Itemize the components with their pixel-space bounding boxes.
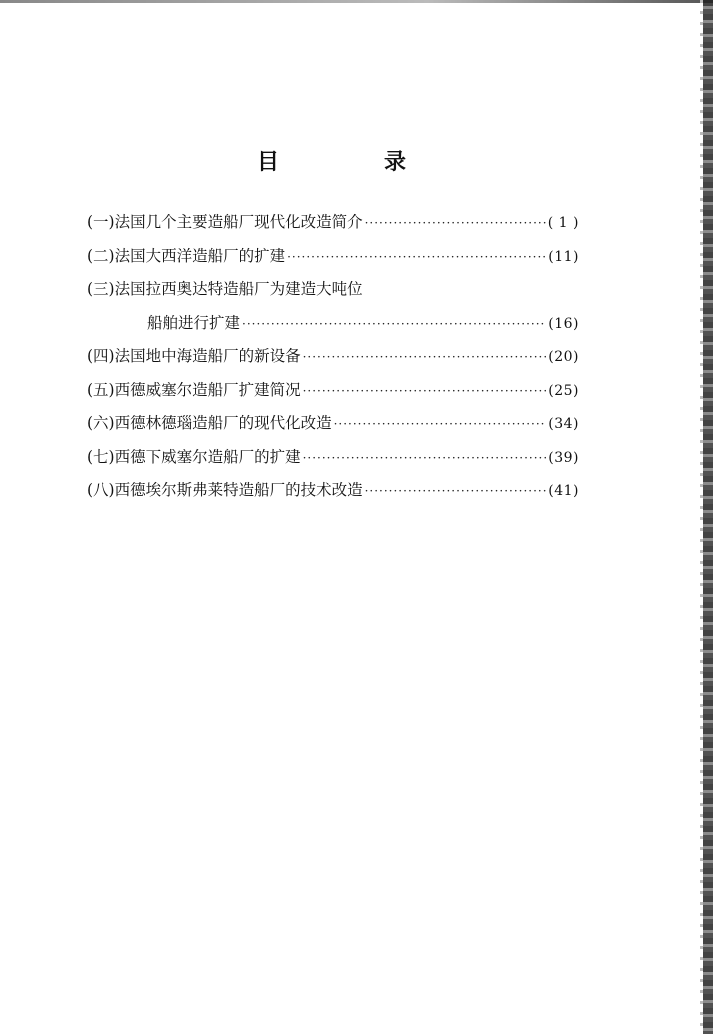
toc-entry-title: (二)法国大西洋造船厂的扩建 xyxy=(87,246,286,265)
toc-page-number: (11) xyxy=(548,248,579,265)
toc-entry-title: (七)西德下威塞尔造船厂的扩建 xyxy=(87,447,301,466)
toc-page-number: (41) xyxy=(548,483,579,499)
toc-leader-dots xyxy=(365,484,547,498)
toc-leader-dots xyxy=(334,417,547,431)
toc-entry-2[interactable] xyxy=(87,244,579,278)
toc-page-number: (20) xyxy=(548,349,579,365)
toc-entry-title: (八)西德埃尔斯弗莱特造船厂的技术改造 xyxy=(87,481,363,499)
toc-leader-dots xyxy=(303,384,547,398)
toc-entry-title: 船舶进行扩建 xyxy=(147,313,241,332)
toc-leader-dots xyxy=(242,317,546,331)
toc-entry-4[interactable] xyxy=(87,344,579,378)
page-title xyxy=(0,145,663,176)
toc-entry-3-continued[interactable] xyxy=(87,311,579,345)
toc-leader-dots xyxy=(365,216,546,230)
toc-entry-3[interactable] xyxy=(87,277,579,311)
toc-page-number: ( 1 ) xyxy=(547,215,579,231)
toc-entry-5[interactable] xyxy=(87,378,579,412)
toc-entry-title: (五)西德威塞尔造船厂扩建简况 xyxy=(87,380,301,399)
toc-page-number: (16) xyxy=(548,315,579,332)
toc-entry-6[interactable] xyxy=(87,411,579,445)
toc-page-number: (25) xyxy=(548,382,579,399)
toc-entry-1[interactable] xyxy=(87,210,579,244)
title-char-2: 录 xyxy=(384,149,407,175)
right-scan-edge-inner xyxy=(700,0,703,1034)
toc-entry-title: (六)西德林德瑙造船厂的现代化改造 xyxy=(87,414,332,432)
top-scan-edge xyxy=(0,0,713,3)
toc-entry-title: (一)法国几个主要造船厂现代化改造简介 xyxy=(87,213,363,231)
toc-entry-8[interactable] xyxy=(87,478,579,512)
toc-leader-dots xyxy=(303,451,547,465)
toc-page-number: (39) xyxy=(548,449,579,466)
title-char-1: 目 xyxy=(256,149,279,175)
toc-entry-title: (四)法国地中海造船厂的新设备 xyxy=(87,347,301,365)
toc-entry-7[interactable] xyxy=(87,445,579,479)
toc-leader-dots xyxy=(303,350,547,364)
toc-leader-dots xyxy=(287,250,546,264)
toc-page-number: (34) xyxy=(548,416,579,432)
table-of-contents xyxy=(87,210,579,512)
right-scan-edge xyxy=(703,0,713,1034)
toc-entry-title: (三)法国拉西奥达特造船厂为建造大吨位 xyxy=(87,280,363,298)
